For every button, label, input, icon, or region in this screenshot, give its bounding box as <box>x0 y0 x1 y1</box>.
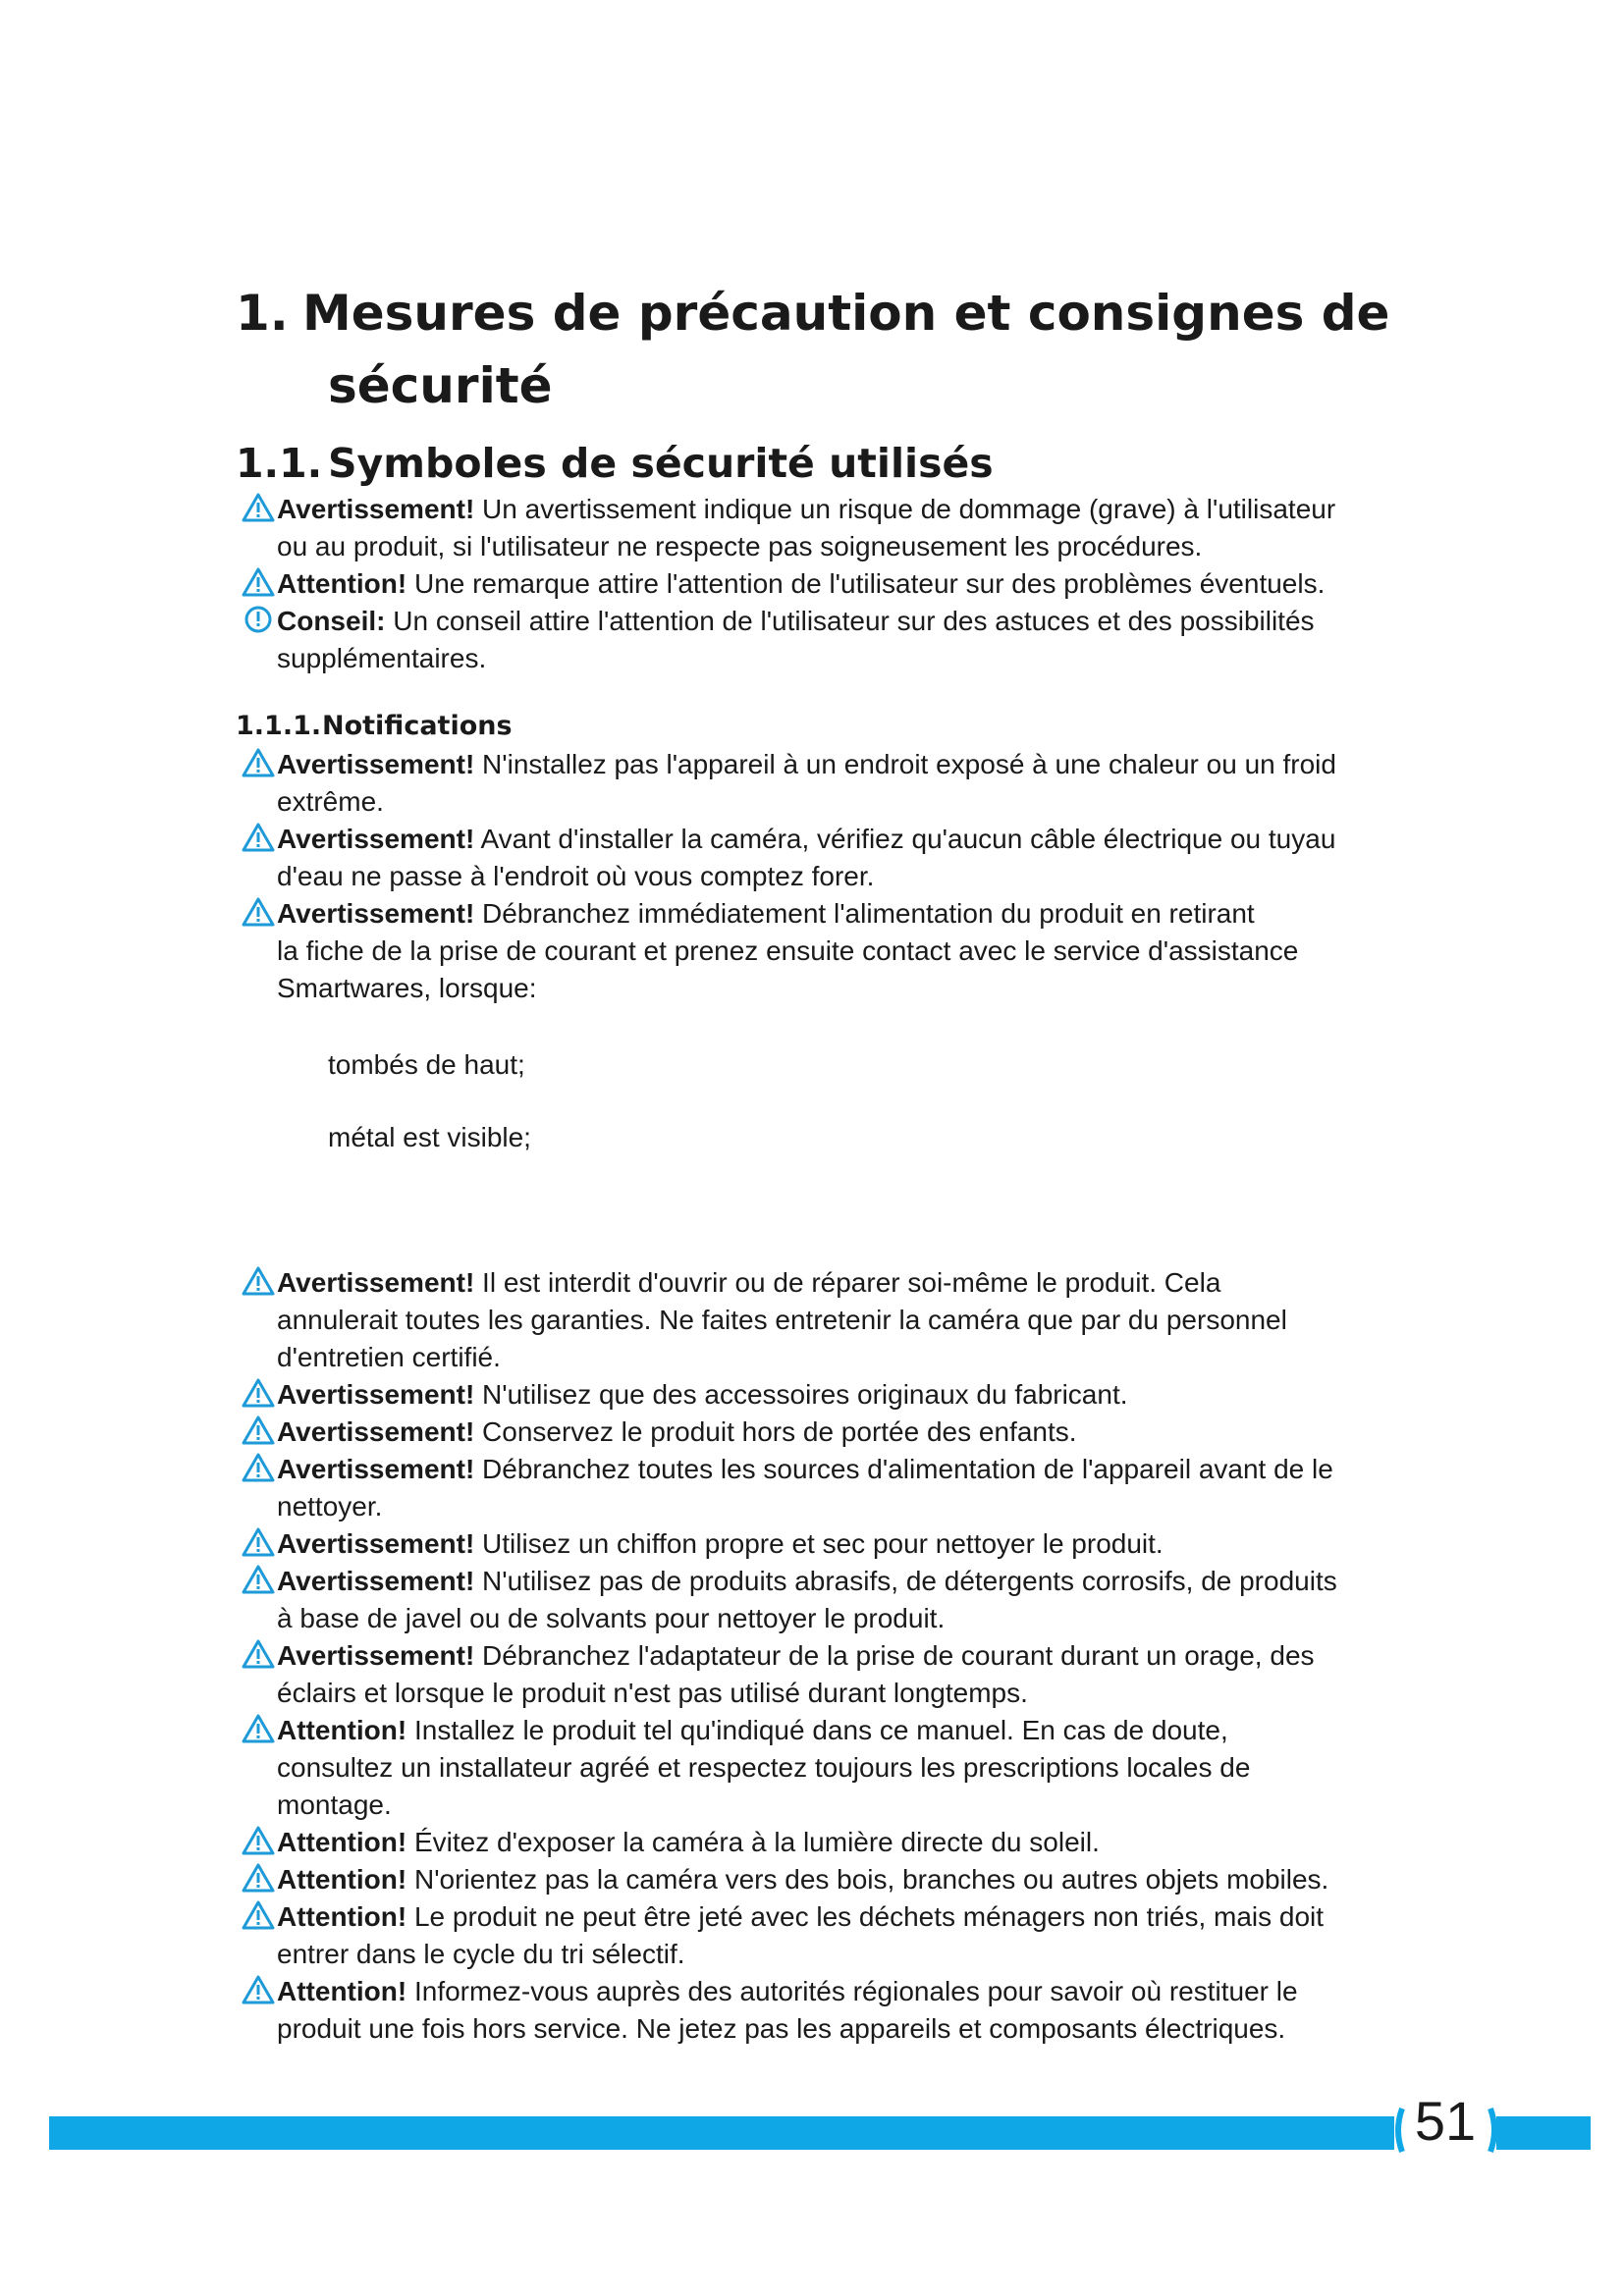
notification-item <box>242 1712 1420 1824</box>
safety-symbol-item <box>242 565 1420 603</box>
notice-text: Le produit ne peut être jeté avec les déchets ménagers non triés, mais doit <box>406 1901 1325 1932</box>
notice-text: Un avertissement indique un risque de dommage (grave) à l'utilisateur <box>474 494 1336 524</box>
warning-triangle-icon <box>242 1826 275 1855</box>
warning-triangle-icon <box>242 1453 275 1482</box>
warning-triangle-icon <box>242 1900 275 1930</box>
heading-1-line2: sécurité <box>328 357 553 414</box>
notice-label: Attention! <box>277 1715 407 1745</box>
notice-first-line <box>242 1563 1420 1600</box>
warning-triangle-icon <box>242 1863 275 1893</box>
warning-triangle-icon <box>242 1975 275 2004</box>
notice-first-line <box>242 1376 1420 1414</box>
notice-label: Avertissement! <box>277 494 475 524</box>
warning-triangle-icon <box>242 493 275 522</box>
notice-continuation-line <box>242 2010 1420 2048</box>
warning-triangle-icon <box>242 1714 275 1743</box>
notice-label: Attention! <box>277 1827 407 1857</box>
notice-label: Avertissement! <box>277 1454 475 1484</box>
sub-item: tombés de haut; <box>328 1049 525 1080</box>
warning-triangle-icon <box>242 748 275 777</box>
heading-3-text: Notifications <box>322 711 513 741</box>
notice-text: Un conseil attire l'attention de l'utilisateur sur des astuces et des possibilités <box>385 606 1315 636</box>
notification-item <box>242 1376 1420 1414</box>
notification-item <box>242 1451 1420 1525</box>
notice-first-line <box>242 1973 1420 2010</box>
notice-continuation-line <box>242 528 1420 565</box>
notification-item <box>242 1824 1420 1861</box>
notification-item <box>242 1973 1420 2048</box>
notification-item <box>242 1637 1420 1712</box>
notice-text: ou au produit, si l'utilisateur ne respecte pas soigneusement les procédures. <box>277 531 1203 561</box>
notice-text: nettoyer. <box>277 1491 383 1522</box>
notice-first-line <box>242 1898 1420 1936</box>
notice-text: Évitez d'exposer la caméra à la lumière directe du soleil. <box>406 1827 1100 1857</box>
notice-text: N'utilisez pas de produits abrasifs, de détergents corrosifs, de produits <box>474 1566 1337 1596</box>
notice-first-line <box>242 1861 1420 1898</box>
notice-continuation-line <box>242 1302 1420 1339</box>
heading-2-number: 1.1. <box>236 440 323 487</box>
notice-continuation-line <box>242 1339 1420 1376</box>
info-circle-icon <box>242 605 275 634</box>
warning-triangle-icon <box>242 823 275 852</box>
notification-item <box>242 1563 1420 1637</box>
warning-triangle-icon <box>242 897 275 927</box>
notice-label: Attention! <box>277 1901 407 1932</box>
notice-text: à base de javel ou de solvants pour nettoyer le produit. <box>277 1603 946 1633</box>
notice-text: annulerait toutes les garanties. Ne faites entretenir la caméra que par du personnel <box>277 1305 1287 1335</box>
notifications-list-b <box>242 1264 1420 2048</box>
notification-item <box>242 895 1420 1007</box>
notice-first-line <box>242 1824 1420 1861</box>
notice-first-line <box>242 1451 1420 1488</box>
warning-triangle-icon <box>242 1266 275 1296</box>
notice-first-line <box>242 895 1420 933</box>
warning-triangle-icon <box>242 567 275 597</box>
notice-first-line <box>242 1712 1420 1749</box>
notice-text: d'entretien certifié. <box>277 1342 501 1372</box>
notice-label: Avertissement! <box>277 749 475 779</box>
heading-2-text: Symboles de sécurité utilisés <box>328 440 994 487</box>
notice-text: Installez le produit tel qu'indiqué dans ce manuel. En cas de doute, <box>406 1715 1228 1745</box>
notice-text: la fiche de la prise de courant et prenez ensuite contact avec le service d'assistance <box>277 935 1299 966</box>
notice-text: éclairs et lorsque le produit n'est pas utilisé durant longtemps. <box>277 1678 1028 1708</box>
notification-item <box>242 1861 1420 1898</box>
safety-symbol-item <box>242 603 1420 677</box>
notice-text: montage. <box>277 1789 392 1820</box>
notification-item <box>242 1414 1420 1451</box>
notice-continuation-line <box>242 640 1420 677</box>
footer-bar <box>49 2116 1394 2150</box>
warning-triangle-icon <box>242 1565 275 1594</box>
notification-item <box>242 746 1420 821</box>
notice-label: Avertissement! <box>277 1379 475 1410</box>
notification-item <box>242 821 1420 895</box>
sub-item: métal est visible; <box>328 1122 531 1152</box>
notice-continuation-line <box>242 783 1420 821</box>
notice-text: Débranchez l'adaptateur de la prise de courant durant un orage, des <box>474 1640 1315 1671</box>
heading-3-number: 1.1.1. <box>236 711 322 741</box>
section-heading-3 <box>236 711 513 741</box>
notice-text: Utilisez un chiffon propre et sec pour nettoyer le produit. <box>474 1528 1164 1559</box>
notice-label: Avertissement! <box>277 1528 475 1559</box>
notice-continuation-line <box>242 1675 1420 1712</box>
heading-1-line1: Mesures de précaution et consignes de <box>302 285 1390 342</box>
notification-item <box>242 1898 1420 1973</box>
notice-label: Avertissement! <box>277 824 475 854</box>
notice-text: Informez-vous auprès des autorités régionales pour savoir où restituer le <box>406 1976 1298 2006</box>
notice-text: produit une fois hors service. Ne jetez pas les appareils et composants électriques. <box>277 2013 1286 2044</box>
notice-text: supplémentaires. <box>277 643 487 673</box>
warning-triangle-icon <box>242 1639 275 1669</box>
notice-continuation-line <box>242 1600 1420 1637</box>
notice-text: consultez un installateur agréé et respectez toujours les prescriptions locales de <box>277 1752 1251 1783</box>
notice-text: Débranchez toutes les sources d'alimentation de l'appareil avant de le <box>474 1454 1333 1484</box>
notice-first-line <box>242 821 1420 858</box>
notice-label: Avertissement! <box>277 1640 475 1671</box>
warning-triangle-icon <box>242 1415 275 1445</box>
notice-first-line <box>242 1637 1420 1675</box>
page-number: 51 <box>1414 2090 1477 2152</box>
notice-first-line <box>242 1525 1420 1563</box>
notice-continuation-line <box>242 970 1420 1007</box>
notifications-list-a <box>242 746 1420 1007</box>
notice-text: N'utilisez que des accessoires originaux du fabricant. <box>474 1379 1128 1410</box>
notice-continuation-line <box>242 933 1420 970</box>
notice-text: Débranchez immédiatement l'alimentation du produit en retirant <box>474 898 1255 929</box>
notice-text: Conservez le produit hors de portée des enfants. <box>474 1416 1077 1447</box>
notice-text: N'installez pas l'appareil à un endroit exposé à une chaleur ou un froid <box>474 749 1336 779</box>
warning-triangle-icon <box>242 1527 275 1557</box>
notice-continuation-line <box>242 858 1420 895</box>
notice-text: d'eau ne passe à l'endroit où vous comptez forer. <box>277 861 875 891</box>
notice-label: Avertissement! <box>277 1566 475 1596</box>
section-heading-1 <box>236 277 1389 422</box>
notice-first-line <box>242 1414 1420 1451</box>
notice-label: Attention! <box>277 1976 407 2006</box>
notice-continuation-line <box>242 1749 1420 1787</box>
notice-label: Attention! <box>277 1864 407 1895</box>
notice-label: Conseil: <box>277 606 386 636</box>
notice-label: Avertissement! <box>277 1416 475 1447</box>
notice-continuation-line <box>242 1936 1420 1973</box>
notice-label: Avertissement! <box>277 1267 475 1298</box>
warning-triangle-icon <box>242 1378 275 1408</box>
notice-text: N'orientez pas la caméra vers des bois, branches ou autres objets mobiles. <box>406 1864 1329 1895</box>
notice-first-line <box>242 491 1420 528</box>
notice-text: Smartwares, lorsque: <box>277 973 537 1003</box>
notice-label: Avertissement! <box>277 898 475 929</box>
notice-text: Une remarque attire l'attention de l'utilisateur sur des problèmes éventuels. <box>406 568 1326 599</box>
notice-label: Attention! <box>277 568 407 599</box>
safety-symbols-list <box>242 491 1420 677</box>
notice-text: extrême. <box>277 786 384 817</box>
notice-continuation-line <box>242 1488 1420 1525</box>
safety-symbol-item <box>242 491 1420 565</box>
notice-first-line <box>242 1264 1420 1302</box>
heading-1-number: 1. <box>236 285 289 342</box>
notification-item <box>242 1525 1420 1563</box>
notice-first-line <box>242 565 1420 603</box>
section-heading-2 <box>236 440 994 487</box>
footer-bar-end <box>1496 2116 1591 2150</box>
notice-text: Avant d'installer la caméra, vérifiez qu'aucun câble électrique ou tuyau <box>474 824 1336 854</box>
notice-text: Il est interdit d'ouvrir ou de réparer soi-même le produit. Cela <box>474 1267 1221 1298</box>
notice-first-line <box>242 746 1420 783</box>
notice-text: entrer dans le cycle du tri sélectif. <box>277 1939 685 1969</box>
notice-first-line <box>242 603 1420 640</box>
notification-item <box>242 1264 1420 1376</box>
notice-continuation-line <box>242 1787 1420 1824</box>
